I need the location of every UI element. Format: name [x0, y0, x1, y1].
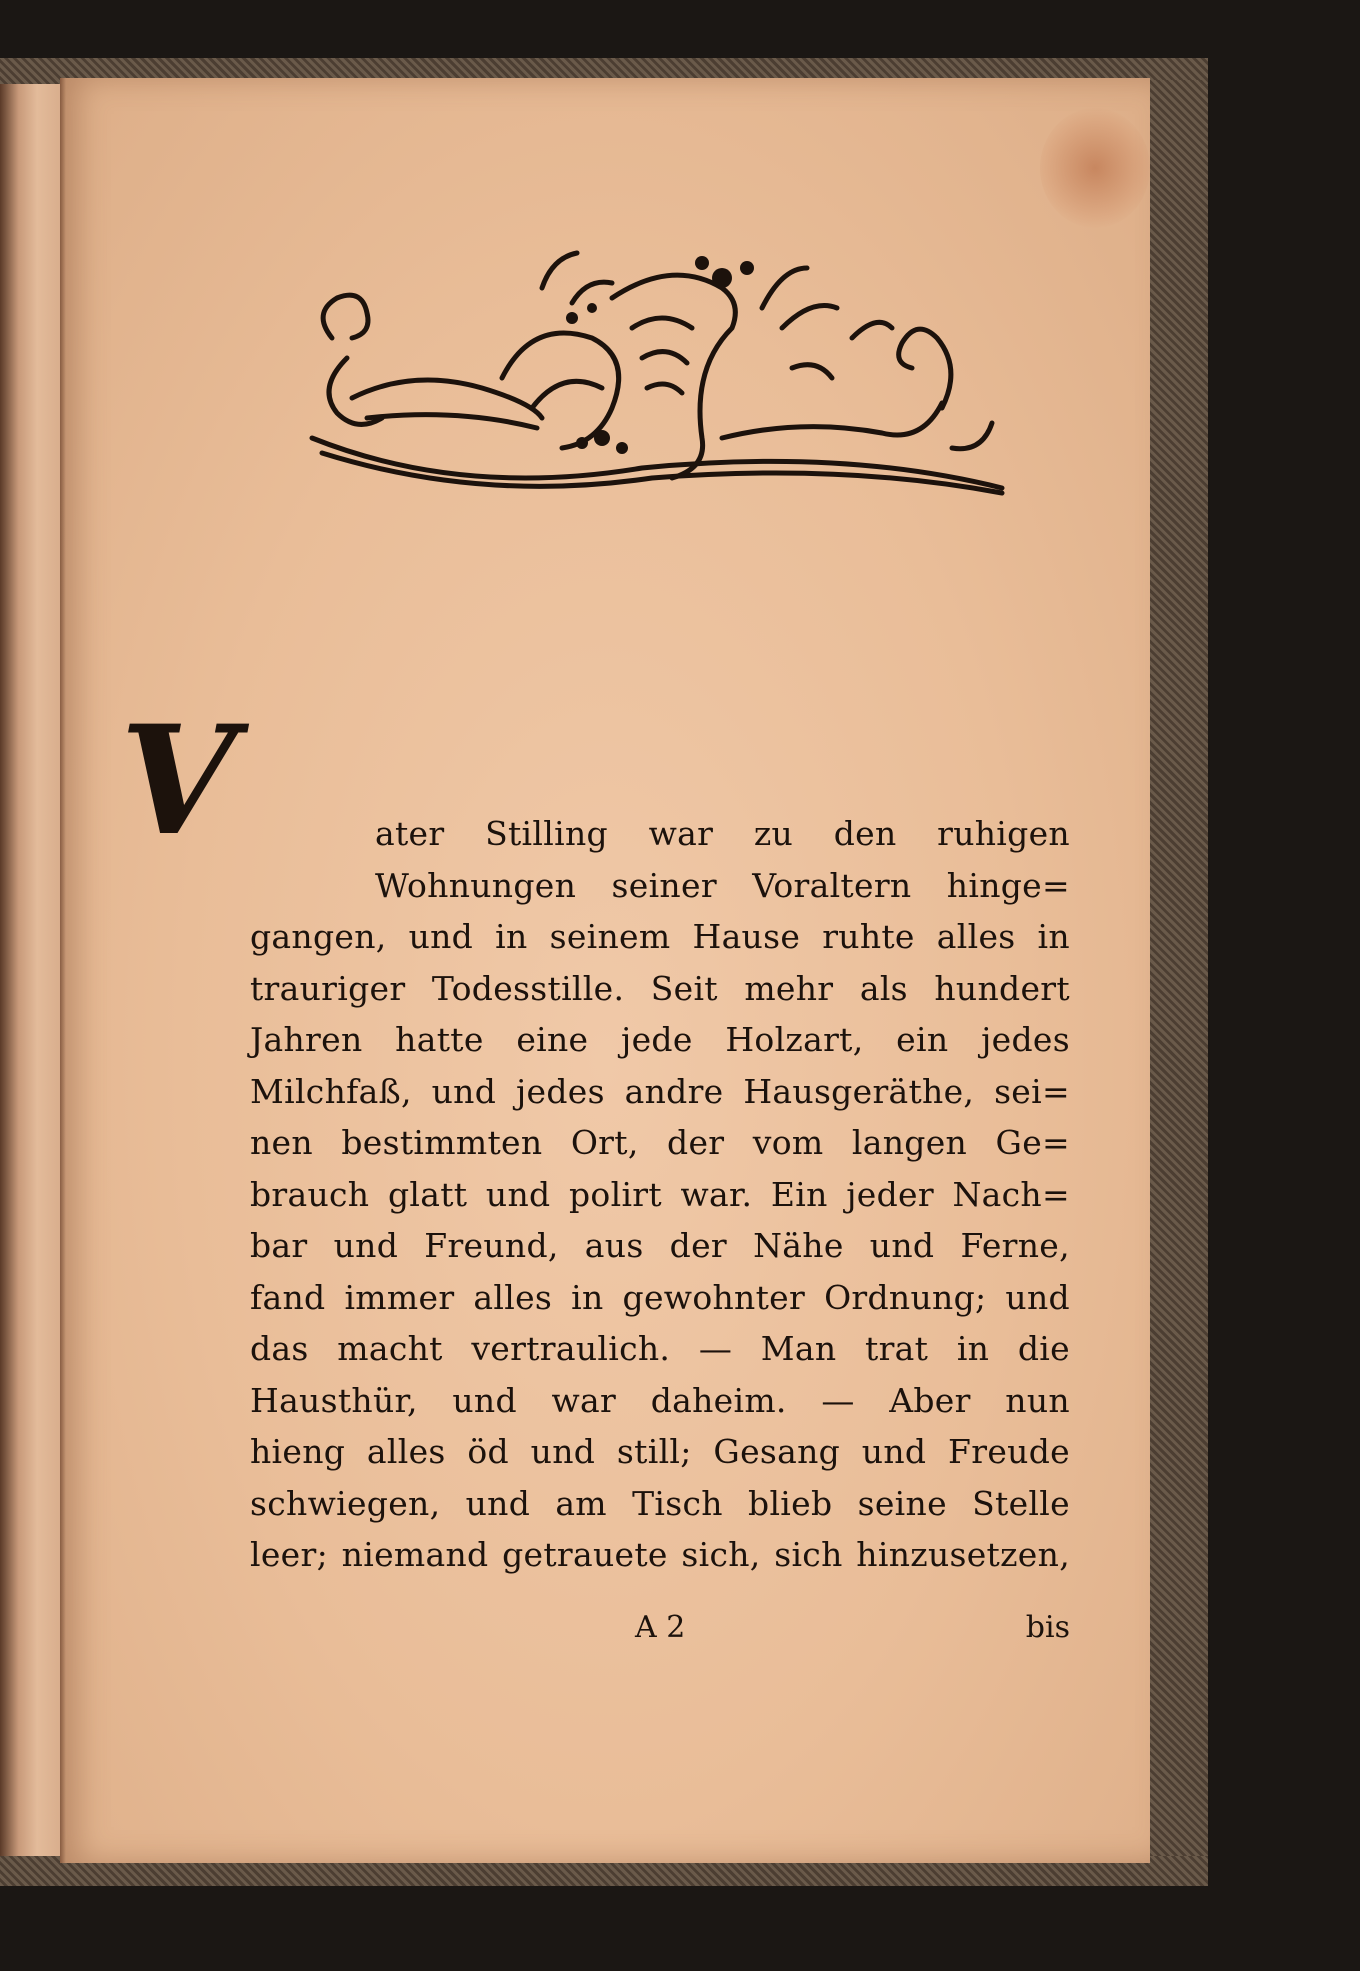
word: schwiegen, — [250, 1483, 441, 1523]
word: und — [333, 1226, 399, 1265]
word: trauriger — [250, 968, 406, 1008]
word: der — [667, 1123, 725, 1162]
word: bestimmten — [341, 1123, 543, 1162]
book-page — [60, 78, 1150, 1863]
word: und — [408, 917, 474, 956]
text-line — [250, 1272, 1070, 1324]
signature-mark: A 2 — [635, 1610, 686, 1645]
word: das — [250, 1329, 309, 1368]
word: alles — [473, 1277, 553, 1317]
word: Ge= — [995, 1123, 1070, 1162]
word: zu — [753, 814, 794, 853]
word: Freude — [948, 1432, 1070, 1471]
word: hieng — [250, 1432, 346, 1471]
text-line — [250, 1014, 1070, 1066]
word: war — [551, 1380, 617, 1420]
word: Gesang — [713, 1432, 841, 1471]
page-gutter — [60, 78, 66, 1863]
word: am — [555, 1483, 607, 1523]
text-line — [250, 963, 1070, 1015]
word: niemand — [341, 1535, 489, 1574]
text-line — [250, 1426, 1070, 1478]
word: Freund, — [424, 1226, 559, 1265]
word: Holzart, — [725, 1020, 864, 1059]
word: seinem — [549, 917, 671, 956]
word: Nach= — [952, 1174, 1070, 1214]
catchword: bis — [1025, 1610, 1070, 1645]
word: und — [465, 1483, 531, 1523]
word: vom — [752, 1123, 824, 1162]
word: die — [1017, 1329, 1070, 1368]
word: hundert — [934, 968, 1070, 1008]
word: Stilling — [485, 814, 608, 853]
word: und — [1005, 1277, 1070, 1317]
word: sich — [774, 1535, 843, 1574]
word: Ordnung; — [824, 1277, 987, 1317]
word: hatte — [395, 1020, 484, 1059]
word: Man — [760, 1329, 837, 1368]
word: jede — [621, 1020, 693, 1059]
word: ruhigen — [937, 814, 1070, 853]
word: Milchfaß, — [250, 1071, 412, 1111]
word: und — [485, 1174, 551, 1214]
word: seiner — [611, 865, 717, 905]
word: still; — [616, 1432, 692, 1471]
word: vertraulich. — [471, 1329, 671, 1368]
word: jedes — [515, 1071, 605, 1111]
word: macht — [337, 1329, 443, 1368]
word: Ein — [770, 1174, 828, 1214]
word: daheim. — [650, 1380, 787, 1420]
word: Jahren — [250, 1020, 363, 1059]
word: glatt — [387, 1174, 468, 1214]
body-text — [250, 808, 1070, 1581]
text-line — [250, 1169, 1070, 1221]
word: den — [833, 814, 897, 853]
word: brauch — [250, 1174, 370, 1214]
text-line — [250, 1066, 1070, 1118]
word: hinzusetzen, — [856, 1535, 1070, 1574]
drop-cap: V — [120, 693, 237, 869]
word: langen — [851, 1123, 968, 1162]
page-stain — [1040, 108, 1150, 228]
word: polirt — [569, 1174, 662, 1214]
word: blieb — [748, 1483, 833, 1523]
word: Aber — [889, 1380, 971, 1420]
word: nen — [250, 1123, 313, 1162]
word: und — [452, 1380, 517, 1420]
text-line — [250, 808, 1070, 860]
word: Stelle — [972, 1483, 1070, 1523]
word: jeder — [846, 1174, 934, 1214]
word: in — [495, 917, 528, 956]
word: sei= — [994, 1071, 1070, 1111]
text-line — [250, 911, 1070, 963]
word: Hausthür, — [250, 1380, 418, 1420]
word: Hause — [692, 917, 801, 956]
text-line — [250, 1478, 1070, 1530]
word: seine — [857, 1483, 947, 1523]
word: in — [1037, 917, 1070, 956]
word: aus — [584, 1226, 644, 1265]
book-left-edge — [0, 58, 62, 1878]
word: Tisch — [632, 1483, 723, 1523]
word: fand — [250, 1277, 326, 1317]
word: und — [869, 1226, 935, 1265]
word: ater — [375, 814, 445, 853]
word: trat — [865, 1329, 929, 1368]
word: und — [431, 1071, 497, 1111]
word: nun — [1005, 1380, 1070, 1420]
word: Nähe — [753, 1226, 844, 1265]
word: sich, — [681, 1535, 761, 1574]
word: als — [859, 968, 908, 1008]
word: öd — [467, 1432, 509, 1471]
word: jedes — [981, 1020, 1070, 1059]
word: gewohnter — [622, 1277, 806, 1317]
page-footer — [250, 1610, 1070, 1645]
word: mehr — [744, 968, 834, 1008]
word: leer; — [250, 1535, 329, 1574]
word: Voraltern — [752, 865, 912, 905]
word: — — [821, 1380, 855, 1420]
word: Todesstille. — [431, 968, 625, 1008]
word: bar — [250, 1226, 308, 1265]
text-line — [250, 1375, 1070, 1427]
word: ruhte — [822, 917, 915, 956]
word: getrauete — [502, 1535, 668, 1574]
word: immer — [344, 1277, 455, 1317]
word: Seit — [650, 968, 718, 1008]
word: war — [648, 814, 714, 853]
word: Ferne, — [960, 1226, 1070, 1265]
text-line — [250, 1220, 1070, 1272]
word: — — [698, 1329, 733, 1368]
word: hinge= — [946, 865, 1070, 905]
word: Wohnungen — [375, 865, 577, 905]
word: andre — [624, 1071, 724, 1111]
word: eine — [516, 1020, 589, 1059]
word: Ort, — [570, 1123, 639, 1162]
text-line — [250, 1323, 1070, 1375]
word: ein — [896, 1020, 949, 1059]
word: alles — [366, 1432, 446, 1471]
word: gangen, — [250, 917, 387, 956]
word: der — [669, 1226, 728, 1265]
text-line — [250, 860, 1070, 912]
word: und — [530, 1432, 596, 1471]
text-line — [250, 1117, 1070, 1169]
word: in — [571, 1277, 604, 1317]
word: alles — [936, 917, 1016, 956]
word: war. — [680, 1174, 753, 1214]
word: Hausgeräthe, — [743, 1071, 975, 1111]
text-line — [250, 1529, 1070, 1581]
rococo-cornucopia-vignette-icon — [292, 208, 1012, 568]
word: und — [861, 1432, 927, 1471]
cover-right-edge — [1140, 80, 1208, 1885]
word: in — [956, 1329, 990, 1368]
